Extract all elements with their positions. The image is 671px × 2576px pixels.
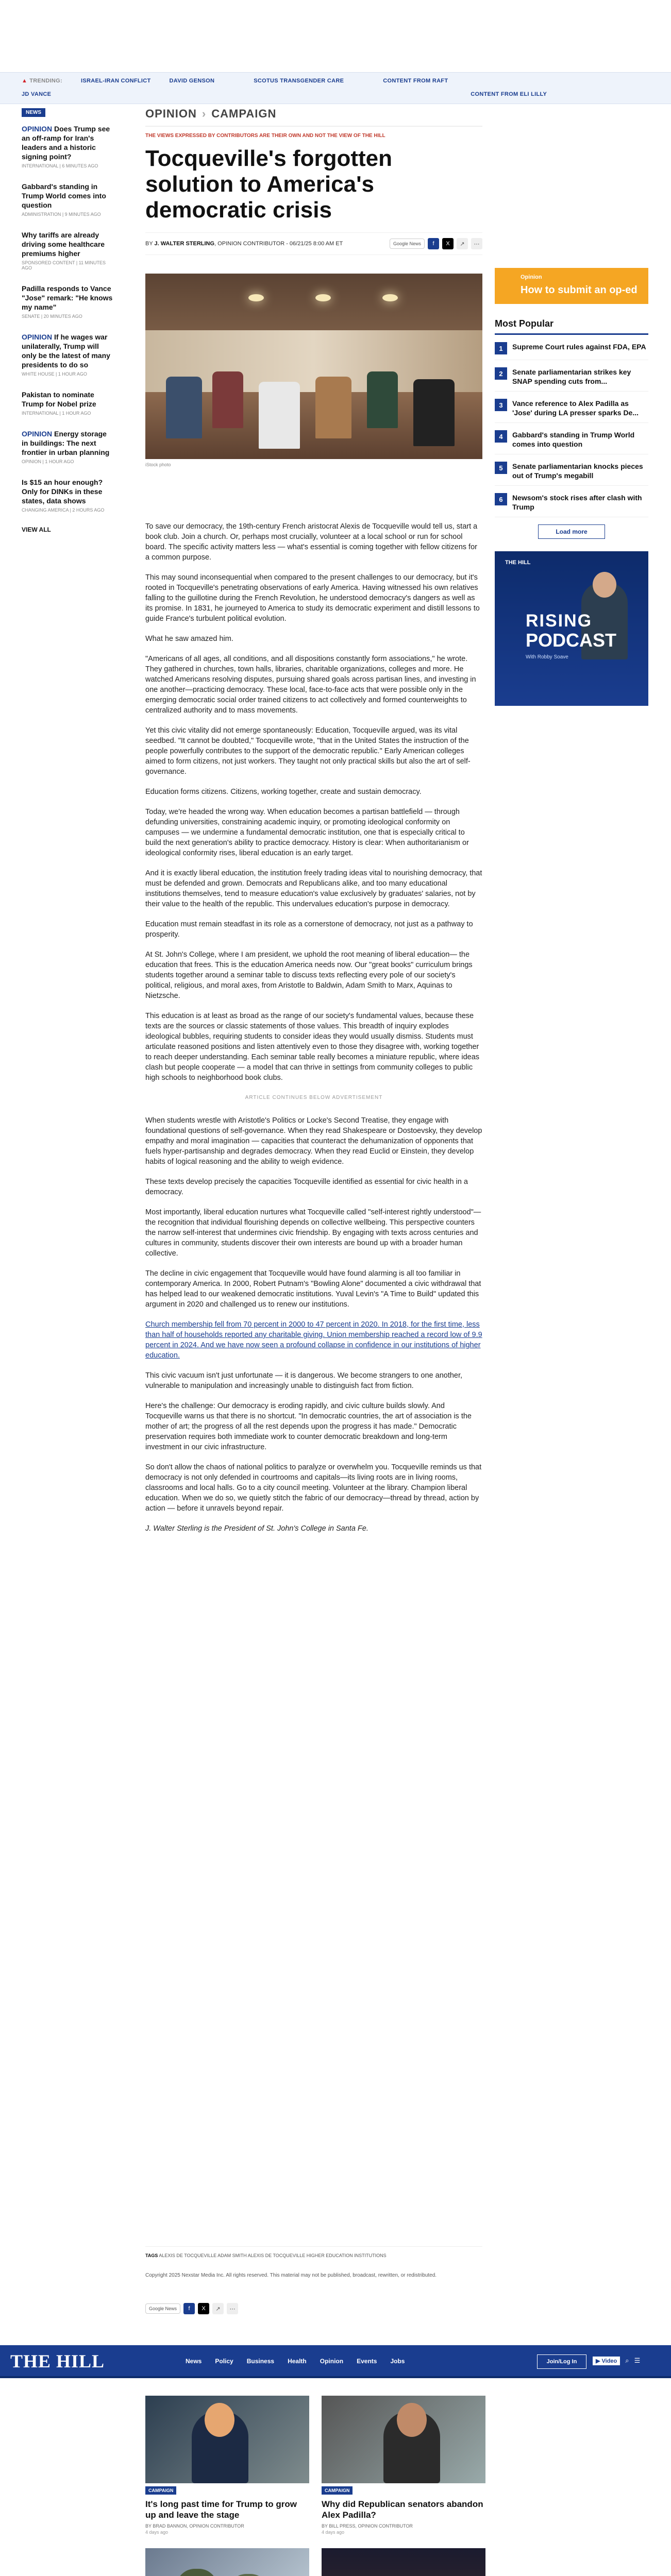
latest-item-meta: ADMINISTRATION | 9 MINUTES AGO (22, 212, 101, 217)
card-tag: CAMPAIGN (322, 2486, 353, 2495)
latest-item-meta: SENATE | 20 MINUTES AGO (22, 314, 82, 319)
latest-item-meta: OPINION | 1 HOUR AGO (22, 459, 74, 464)
most-popular-title: Most Popular (495, 318, 648, 335)
paragraph: These texts develop precisely the capacities Tocqueville identified as essential for civic health in a democracy. (145, 1178, 468, 1196)
latest-item[interactable] (22, 124, 114, 168)
story-card[interactable] (145, 2548, 309, 2576)
latest-item-meta: SPONSORED CONTENT | 11 MINUTES AGO (22, 260, 106, 270)
more-icon[interactable]: ⋯ (227, 2303, 238, 2314)
rank-badge: 3 (495, 399, 507, 411)
share-tools-bottom (145, 2303, 238, 2314)
paragraph-link[interactable]: Church membership fell from 70 percent in 2000 to 47 percent in 2020. In 2018, for the first time, less than half of households reported any charitable giving. Union membership reached a record low of 9.9 percent in 2024. And we have now seen a profound collapse in confidence in our institutions of higher education. (145, 1320, 482, 1360)
share-icon[interactable]: ↗ (457, 238, 468, 249)
rank-badge: 2 (495, 367, 507, 380)
latest-item[interactable] (22, 429, 114, 464)
latest-item-meta: WHITE HOUSE | 1 HOUR AGO (22, 371, 87, 377)
ad-slot (495, 107, 648, 262)
related-cards (145, 2396, 485, 2576)
popular-item-title[interactable]: Senate parliamentarian knocks pieces out of Trump's megabill (512, 462, 643, 480)
flame-icon: ▲ (22, 78, 28, 84)
most-popular (495, 318, 648, 539)
share-tools (390, 238, 482, 249)
paragraph: Education must remain steadfast in its role as a cornerstone of democracy, not just as a pathway to prosperity. (145, 920, 473, 939)
join-login-button[interactable]: Join/Log In (537, 2354, 586, 2369)
podcast-sub: With Robby Soave (526, 654, 568, 660)
trending-link[interactable]: ISRAEL-IRAN CONFLICT (81, 78, 151, 84)
latest-item-title[interactable]: Padilla responds to Vance "Jose" remark: "He knows my name" (22, 284, 113, 311)
paragraph: Today, we're headed the wrong way. When education becomes a partisan battlefield — through defunding universities, constraining academic inquiry, or promoting ideological conformity on campuses — we undermine a fundamental democratic institution, one that is especially critical to build the next generation's ability to practice democracy. History is clear: When authoritarianism or ideological conformity rises, liberal education is an early target. (145, 808, 469, 857)
paragraph: So don't allow the chaos of national politics to paralyze or overwhelm you. Tocqueville reminds us that democracy is not only defended in courtrooms and capitals—its living roots are in living rooms, classrooms and local halls. Go to a city council meeting. Volunteer at the library. Champion liberal education. When we do so, we quietly stitch the fabric of our democracy—thread by thread, action by action — before it unravels beyond repair. (145, 1463, 482, 1513)
copyright: Copyright 2025 Nexstar Media Inc. All rights reserved. This material may not be published, broadcast, rewritten, or redistributed. (145, 2273, 437, 2278)
paragraph: When students wrestle with Aristotle's Politics or Locke's Second Treatise, they engage with foundational questions of self-governance. When they read Shakespeare or Dostoevsky, they develop empathy and moral imagination — capacities that counteract the dehumanization of opponents that fuels hyper-partisanship and degrades democracy. When they read Euclid or Einstein, they develop habits of logical reasoning and the ability to weigh evidence. (145, 1116, 482, 1166)
paragraph: What he saw amazed him. (145, 635, 233, 643)
opinion-tag: OPINION (22, 125, 53, 133)
opinion-tag: OPINION (22, 333, 53, 341)
menu-icon[interactable]: ☰ (634, 2357, 641, 2364)
latest-item[interactable] (22, 230, 114, 270)
latest-item-title[interactable]: If he wages war unilaterally, Trump will only be the latest of many presidents to do so (22, 333, 110, 369)
share-icon[interactable]: ↗ (212, 2303, 224, 2314)
trending-link[interactable]: CONTENT FROM ELI LILLY (471, 91, 547, 97)
article-body (145, 521, 482, 1544)
latest-news-rail (22, 107, 114, 533)
photo-caption: iStock photo (145, 462, 171, 467)
trending-label: TRENDING: (29, 78, 62, 84)
latest-item-meta: INTERNATIONAL | 6 MINUTES AGO (22, 163, 98, 168)
byline-meta: , OPINION CONTRIBUTOR - 06/21/25 8:00 AM ET (214, 241, 343, 247)
facebook-icon[interactable]: f (428, 238, 439, 249)
card-image (145, 2548, 309, 2576)
card-date: 4 days ago (145, 2530, 169, 2535)
latest-item-title[interactable]: Why tariffs are already driving some healthcare premiums higher (22, 231, 105, 258)
paragraph: To save our democracy, the 19th-century French aristocrat Alexis de Tocqueville would tell us, start a book club. Join a church. Or, perhaps most crucially, volunteer at a local school or run for school board. The specific activity matters less — what's essential is coming together with fellow citizens for a common purpose. (145, 522, 478, 562)
latest-item[interactable] (22, 478, 114, 513)
nav-opinion[interactable]: Opinion (320, 2358, 344, 2365)
google-news-button[interactable]: Google News (390, 239, 425, 249)
latest-item-title[interactable]: Does Trump see an off-ramp for Iran's leaders and a historic signing point? (22, 125, 110, 161)
nav-business[interactable]: Business (246, 2358, 275, 2365)
view-all-link[interactable]: VIEW ALL (22, 526, 51, 533)
popular-item[interactable] (495, 493, 648, 517)
latest-item[interactable] (22, 332, 114, 377)
paragraph: Most importantly, liberal education nurtures what Tocqueville called "self-interest rightly understood"—the recognition that individual flourishing depends on collective wellbeing. This perspective counters the narrow self-interest that undermines civic friendship. By engaging with texts across centuries and cultures in community, students discover their own interests are bound up with a broader human collective. (145, 1208, 481, 1258)
facebook-icon[interactable]: f (183, 2303, 195, 2314)
popular-item[interactable] (495, 430, 648, 454)
card-title[interactable]: Why did Republican senators abandon Alex Padilla? (322, 2499, 483, 2520)
the-hill-nav (0, 2345, 671, 2378)
breadcrumb-section[interactable]: OPINION (145, 107, 197, 120)
story-card[interactable] (322, 2548, 485, 2576)
load-more-button[interactable]: Load more (538, 524, 605, 539)
trending-link[interactable]: SCOTUS TRANSGENDER CARE (254, 78, 344, 84)
article-continues-label: ARTICLE CONTINUES BELOW ADVERTISEMENT (245, 1095, 383, 1100)
card-title[interactable]: It's long past time for Trump to grow up and leave the stage (145, 2499, 297, 2520)
paragraph: And it is exactly liberal education, the institution freely trading ideas vital to nourishing democracy, that must be defended and grown. Democrats and Republicans alike, and too many educational institutions themselves, tend to measure education's value exclusively by graduates' salaries, not by their value to the health of the republic. This undervalues education's purpose in democracy. (145, 869, 482, 908)
popular-item-title[interactable]: Supreme Court rules against FDA, EPA (512, 343, 646, 351)
nav-events[interactable]: Events (357, 2358, 377, 2365)
main-nav (186, 2358, 405, 2365)
latest-item[interactable] (22, 284, 114, 319)
rising-podcast-ad[interactable] (495, 551, 648, 706)
google-news-button[interactable]: Google News (145, 2303, 180, 2314)
x-icon[interactable]: X (198, 2303, 209, 2314)
story-card[interactable] (322, 2396, 485, 2535)
latest-item-meta: INTERNATIONAL | 1 HOUR AGO (22, 411, 91, 416)
trending-link[interactable]: JD VANCE (22, 91, 52, 97)
latest-item-title[interactable]: Pakistan to nominate Trump for Nobel prize (22, 391, 96, 408)
latest-item[interactable] (22, 390, 114, 416)
news-label: NEWS (22, 108, 45, 117)
nav-news[interactable]: News (186, 2358, 202, 2365)
page-title: Tocqueville's forgotten solution to America's democratic crisis (145, 146, 393, 223)
card-image (322, 2548, 485, 2576)
trending-bar (0, 72, 671, 104)
submit-oped-banner[interactable] (495, 268, 648, 304)
card-image (145, 2396, 309, 2483)
nav-policy[interactable]: Policy (215, 2358, 233, 2365)
author-signature: J. Walter Sterling is the President of St. John's College in Santa Fe. (145, 1524, 368, 1533)
banner-small-text: Opinion (521, 274, 542, 280)
popular-item-title[interactable]: Vance reference to Alex Padilla as 'Jose' during LA presser sparks De... (512, 399, 639, 417)
paragraph: This may sound inconsequential when compared to the present challenges to our democracy, but it's rooted in Tocqueville's penetrating observations of early America. Having witnessed his own relatives falling to the guillotine during the French Revolution, he understood democracy's dangers as well as its promise. In 1831, he journeyed to America to study its democratic experiment and distill lessons to guide France's turbulent political evolution. (145, 573, 480, 623)
byline-bar (145, 232, 482, 255)
popular-item[interactable] (495, 399, 648, 423)
latest-item-title[interactable]: Energy storage in buildings: The next frontier in urban planning (22, 430, 110, 456)
tags-row (145, 2246, 482, 2259)
popular-item[interactable] (495, 342, 648, 360)
card-byline: BY BRAD BANNON, OPINION CONTRIBUTOR (145, 2523, 244, 2529)
byline (145, 241, 343, 247)
x-icon[interactable]: X (442, 238, 454, 249)
article-header (145, 107, 482, 467)
podcast-logo: THE HILL (505, 560, 531, 566)
card-image (322, 2396, 485, 2483)
video-label: Video (601, 2358, 617, 2364)
rank-badge: 1 (495, 342, 507, 354)
latest-item-title[interactable]: Gabbard's standing in Trump World comes into question (22, 182, 106, 209)
rank-badge: 6 (495, 493, 507, 505)
banner-big-text: How to submit an op-ed (521, 284, 638, 296)
more-icon[interactable]: ⋯ (471, 238, 482, 249)
popular-item[interactable] (495, 462, 648, 486)
card-tag: CAMPAIGN (145, 2486, 176, 2495)
rank-badge: 4 (495, 430, 507, 443)
video-button[interactable]: ▶ Video (593, 2357, 620, 2365)
top-strip (0, 0, 671, 7)
rank-badge: 5 (495, 462, 507, 474)
nav-jobs[interactable]: Jobs (390, 2358, 405, 2365)
popular-item-title[interactable]: Gabbard's standing in Trump World comes into question (512, 431, 635, 448)
latest-item[interactable] (22, 182, 114, 217)
trending-link[interactable]: DAVID GENSON (169, 78, 215, 84)
podcast-label: PODCAST (526, 630, 617, 651)
popular-item-title[interactable]: Newsom's stock rises after clash with Trump (512, 494, 642, 511)
tags-label: TAGS (145, 2253, 158, 2258)
paragraph: The decline in civic engagement that Tocqueville would have found alarming is all too familiar in contemporary America. In 2000, Robert Putnam's "Bowling Alone" documented a civic withdrawal that has helped lead to our weakened democratic institutions. Yuval Levin's "A Time to Build" updated this argument in 2020 and challenged us to renew our institutions. (145, 1269, 481, 1309)
breadcrumb (145, 107, 482, 127)
card-byline: BY BILL PRESS, OPINION CONTRIBUTOR (322, 2523, 413, 2529)
latest-item-meta: CHANGING AMERICA | 2 HOURS AGO (22, 507, 105, 513)
card-date: 4 days ago (322, 2530, 345, 2535)
paragraph: Here's the challenge: Our democracy is eroding rapidly, and civic culture builds slowly. And Tocqueville warns us that there is no shortcut. "In democratic countries, the art of association is the mother of art; the progress of all the rest depends upon the progress it has made." Democratic preservation requires both immediate work to counter democratic breakdown and long-term investment in our civic infrastructure. (145, 1402, 472, 1451)
paragraph: This education is at least as broad as the range of our society's fundamental values, because these texts are the sources or classic statements of those values. This breadth of inquiry explodes ideological bubbles, requiring students to consider ideas they would usually dismiss. Students must articulate reasoned positions and listen attentively even to those they disagree with, working together to reach deeper understanding. Each seminar table really becomes a miniature republic, where ideas clash but people cooperate — a model that can thrive in settings from community colleges to public high schools to neighborhood book clubs. (145, 1012, 480, 1082)
trending-link[interactable]: CONTENT FROM RAFT (383, 78, 448, 84)
right-rail (495, 107, 648, 706)
podcast-rising: RISING (526, 611, 593, 631)
latest-item-title[interactable]: Is $15 an hour enough? Only for DINKs in these states, data shows (22, 478, 103, 505)
hill-logo[interactable]: THE HILL (10, 2351, 105, 2371)
story-card[interactable] (145, 2396, 309, 2535)
paragraph: Education forms citizens. Citizens, working together, create and sustain democracy. (145, 788, 422, 796)
paragraph: Yet this civic vitality did not emerge spontaneously: Education, Tocqueville argued, was its vital seedbed. "It cannot be doubted," Tocqueville wrote, "that in the United States the instruction of the people powerfully contributes to the support of the democratic republic." Early American colleges aimed to form citizens, not just workers. They taught not only practical skills but also the art of self-governance. (145, 726, 471, 776)
tags-list[interactable]: ALEXIS DE TOCQUEVILLE ADAM SMITH ALEXIS DE TOCQUEVILLE HIGHER EDUCATION INSTITUTIONS (159, 2253, 387, 2258)
opinion-disclaimer: THE VIEWS EXPRESSED BY CONTRIBUTORS ARE THEIR OWN AND NOT THE VIEW OF THE HILL (145, 133, 385, 139)
breadcrumb-separator: › (202, 107, 207, 120)
author-link[interactable]: J. WALTER STERLING (154, 241, 215, 247)
breadcrumb-subsection[interactable]: CAMPAIGN (211, 107, 277, 120)
search-icon[interactable]: ⌕ (625, 2357, 629, 2364)
paragraph: At St. John's College, where I am president, we uphold the root meaning of liberal education— the education that frees. This is the education America needs now. Our "great books" curriculum brings students together around a seminar table to discuss texts reflecting every pole of our society's political, religious, and moral axes, from Aristotle to Baldwin, Adam Smith to Marx, Aquinas to Nietzsche. (145, 951, 473, 1000)
paragraph: "Americans of all ages, all conditions, and all dispositions constantly form associations," he wrote. They gathered in churches, town halls, libraries, charitable organizations, colleges and more. He watched Americans resolving disputes, pursuing shared goals across partisan lines, and investing in one another—practicing democracy. These local, face-to-face acts that were possible only in the emerging democratic social order trained citizens to act collectively and formed counterweights to centralized authority and to mass movements. (145, 655, 476, 715)
popular-item-title[interactable]: Senate parliamentarian strikes key SNAP spending cuts from... (512, 368, 631, 385)
article-photo (145, 274, 482, 459)
byline-prefix: BY (145, 241, 155, 247)
opinion-tag: OPINION (22, 430, 53, 438)
popular-item[interactable] (495, 367, 648, 392)
nav-health[interactable]: Health (288, 2358, 307, 2365)
paragraph: This civic vacuum isn't just unfortunate — it is dangerous. We become strangers to one another, vulnerable to manipulation and increasingly unable to distinguish fact from fiction. (145, 1371, 463, 1390)
